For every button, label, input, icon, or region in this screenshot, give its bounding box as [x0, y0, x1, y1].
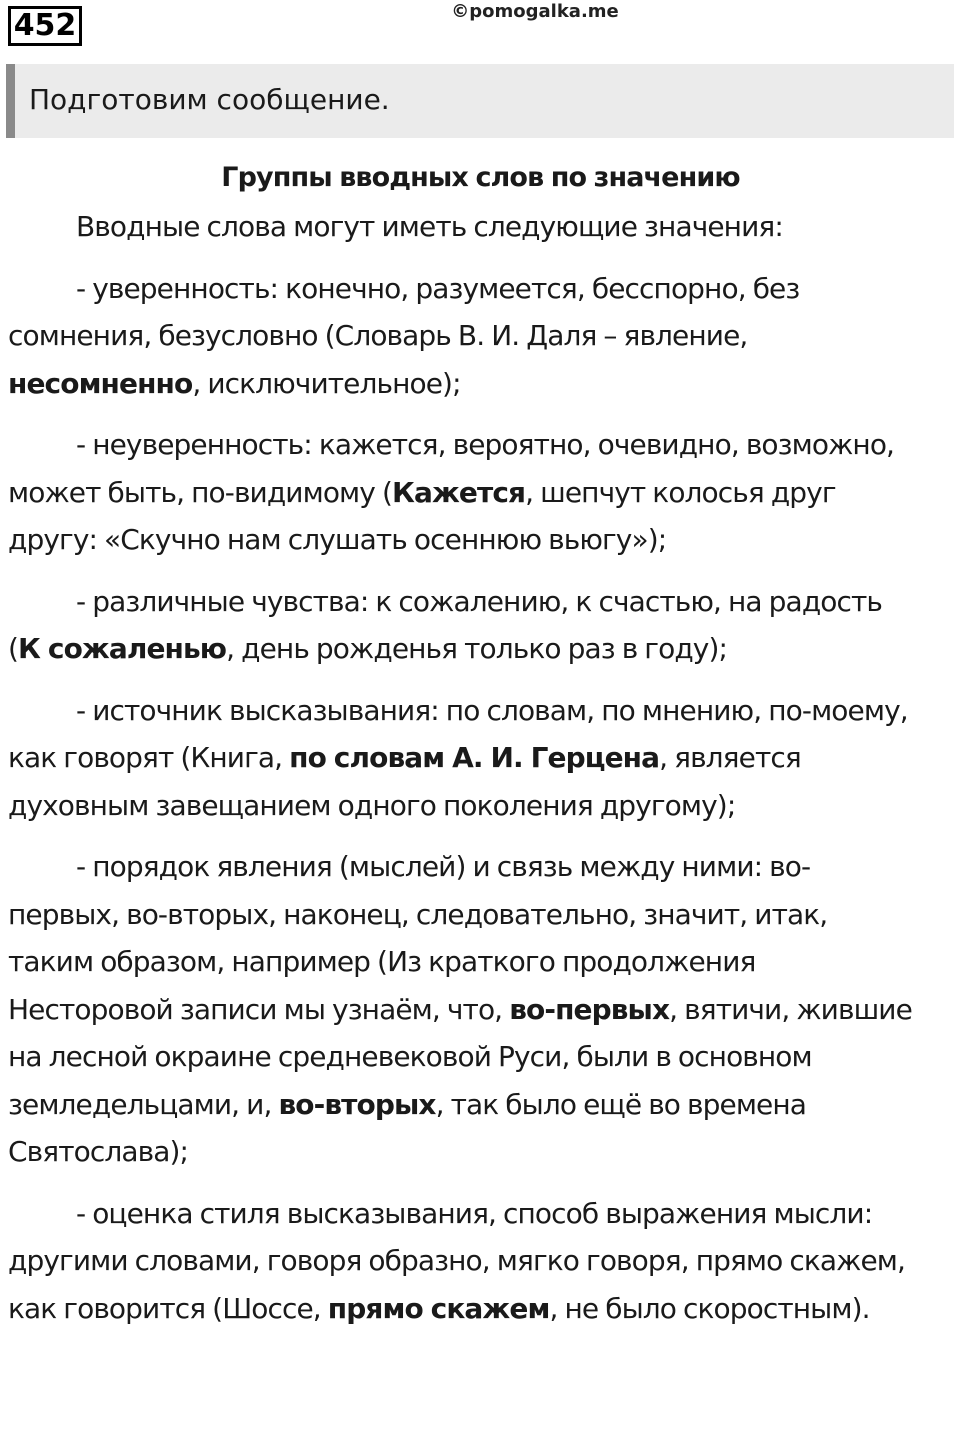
- group-paragraph-source: [8, 687, 913, 830]
- bold-example-word: Кажется: [391, 475, 526, 509]
- group-paragraph-uncertainty: [8, 421, 913, 564]
- bold-example-word: во-первых: [509, 992, 670, 1026]
- intro-paragraph: Вводные слова могут иметь следующие значения:: [76, 210, 783, 243]
- group-text: , день рожденья только раз в году);: [226, 632, 728, 665]
- group-text: , является духовным завещанием одного поколения другому);: [8, 741, 801, 822]
- bold-example-word: несомненно: [8, 366, 193, 400]
- watermark: ©pomogalka.me: [451, 1, 619, 22]
- group-text: - уверенность: конечно, разумеется, бесспорно, без сомнения, безусловно (Словарь В. И. Даля – явление,: [8, 271, 800, 352]
- group-text: , так было ещё во времена Святослава);: [8, 1087, 807, 1168]
- bold-example-word: К сожаленью: [18, 632, 227, 665]
- group-text: - неуверенность: кажется, вероятно, очевидно, возможно, может быть, по-видимому (: [8, 428, 895, 509]
- group-text: , вятичи, жившие на лесной окраине средневековой Руси, были в основном земледельцами, и,: [8, 992, 912, 1121]
- group-paragraph-order: [8, 843, 913, 1176]
- bold-example-word: по словам А. И. Герцена: [289, 741, 660, 774]
- article-title: Группы вводных слов по значению: [221, 162, 740, 193]
- bold-example-word: во-вторых: [278, 1087, 436, 1121]
- group-text: , не было скоростным).: [549, 1291, 870, 1325]
- group-text: - оценка стиля высказывания, способ выражения мысли: другими словами, говоря образно, мягко говоря, прямо скажем, как говорится (Шоссе,: [8, 1196, 906, 1325]
- task-text: Подготовим сообщение.: [29, 83, 390, 116]
- bold-example-word: прямо скажем: [327, 1291, 550, 1325]
- article: [8, 155, 913, 1346]
- group-paragraph-certainty: [8, 265, 913, 408]
- group-text: - порядок явления (мыслей) и связь между ними: во-первых, во-вторых, наконец, следовательно, значит, итак, таким образом, например (Из краткого продолжения Несторовой записи мы узнаём, что,: [8, 850, 828, 1026]
- exercise-number: 452: [8, 6, 82, 46]
- group-paragraph-feelings: [8, 578, 913, 673]
- group-text: , шепчут колосья друг другу: «Скучно нам слушать осеннюю вьюгу»);: [8, 475, 836, 556]
- group-text: - различные чувства: к сожалению, к счастью, на радость (: [8, 584, 883, 665]
- group-text: - источник высказывания: по словам, по мнению, по-моему, как говорят (Книга,: [8, 693, 908, 774]
- task-banner: [6, 64, 954, 138]
- group-text: , исключительное);: [192, 366, 461, 400]
- group-paragraph-style: [8, 1190, 913, 1333]
